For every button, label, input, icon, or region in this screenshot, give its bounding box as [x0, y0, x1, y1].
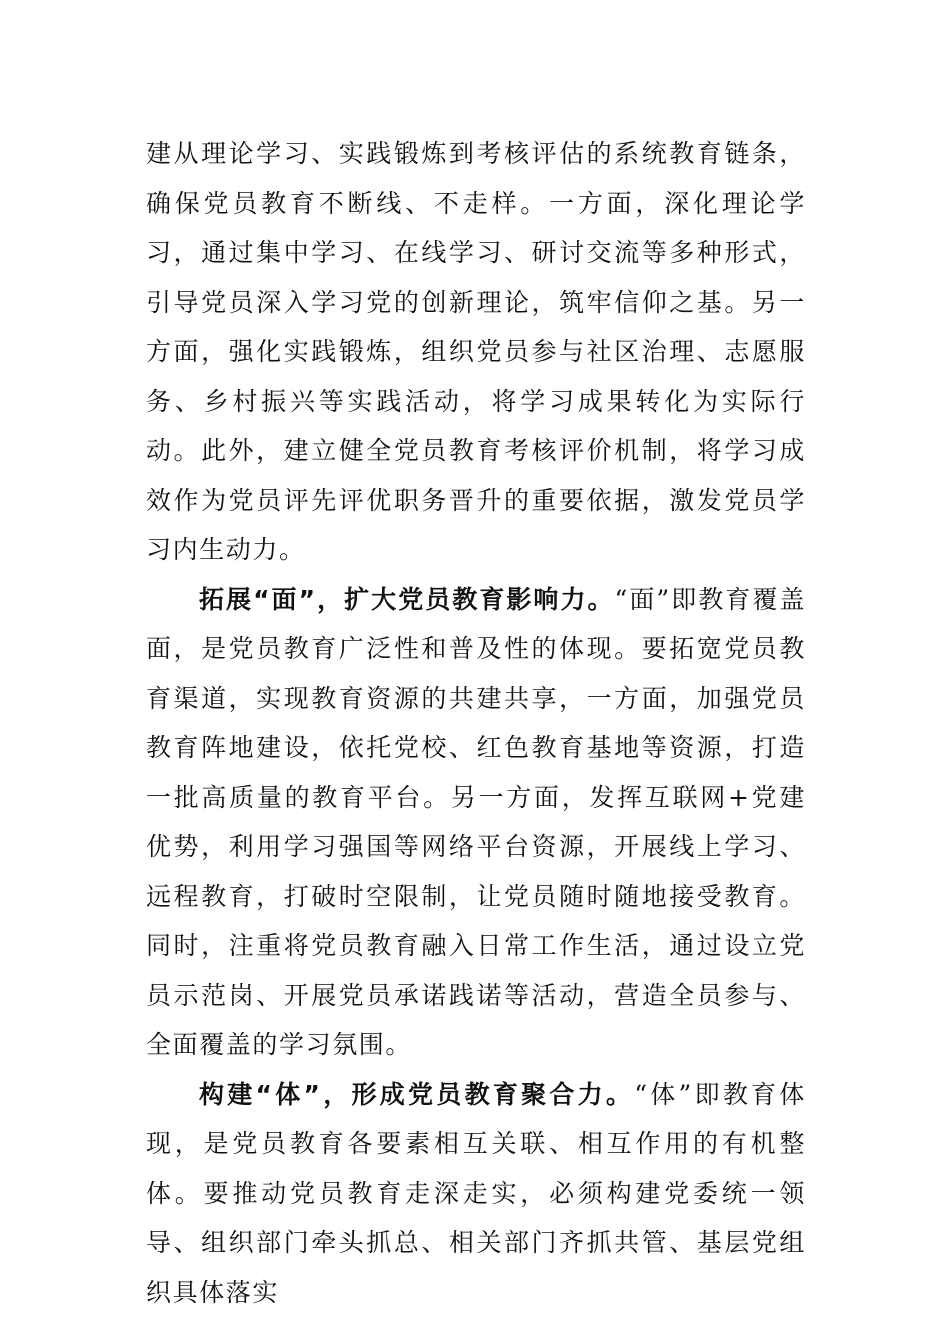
paragraph-text: 建从理论学习、实践锻炼到考核评估的系统教育链条，确保党员教育不断线、不走样。一方面，深化理论学习，通过集中学习、在线学习、研讨交流等多种形式，引导党员深入学习党的创新理论，筑牢信仰之基。另一方面，强化实践锻炼，组织党员参与社区治理、志愿服务、乡村振兴等实践活动，将学习成果转化为实际行动。此外，建立健全党员教育考核评价机制，将学习成效作为党员评先评优职务晋升的重要依据，激发党员学习内生动力。	[146, 139, 806, 564]
paragraph-text: “体”即教育体现，是党员教育各要素相互关联、相互作用的有机整体。要推动党员教育走深走实，必须构建党委统一领导、组织部门牵头抓总、相关部门齐抓共管、基层党组织具体落实	[146, 1079, 806, 1307]
paragraph-text: “面”即教育覆盖面，是党员教育广泛性和普及性的体现。要拓宽党员教育渠道，实现教育资源的共建共享，一方面，加强党员教育阵地建设，依托党校、红色教育基地等资源，打造一批高质量的教育平台。另一方面，发挥互联网+党建优势，利用学习强国等网络平台资源，开展线上学习、远程教育，打破时空限制，让党员随时随地接受教育。同时，注重将党员教育融入日常工作生活，通过设立党员示范岗、开展党员承诺践诺等活动，营造全员参与、全面覆盖的学习氛围。	[146, 584, 806, 1059]
paragraph-lead-heading: 构建“体”，形成党员教育聚合力。	[199, 1079, 635, 1109]
paragraph-lead-heading: 拓展“面”，扩大党员教育影响力。	[199, 584, 615, 614]
paragraph-continuation	[146, 129, 806, 575]
paragraph-expand-coverage	[146, 575, 806, 1070]
paragraph-build-system	[146, 1070, 806, 1318]
document-body	[146, 129, 806, 1317]
